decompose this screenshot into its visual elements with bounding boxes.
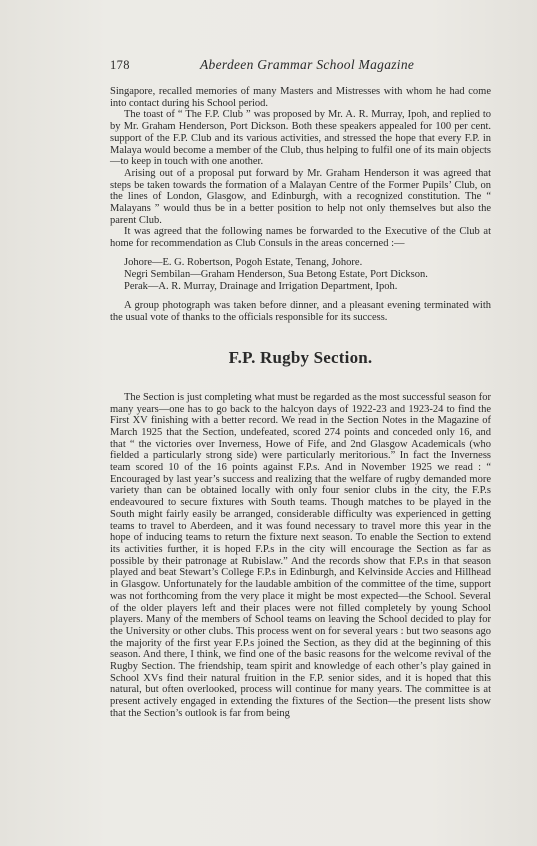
- page-number: 178: [110, 58, 130, 72]
- paragraph-malayan-centre: Arising out of a proposal put forward by Mr. Graham Henderson it was agreed that steps be taken towards the formation of a Malayan Centre of the Former Pupils’ Club, on the lines of London, Glasgow, and Edinburgh, with a recognized constitution. The “ Malayans ” would thus be in a better position to help not only themselves but also the parent Club.: [110, 167, 491, 226]
- consul-item-negri-sembilan: Negri Sembilan—Graham Henderson, Sua Betong Estate, Port Dickson.: [124, 269, 428, 281]
- consuls-list: [110, 257, 491, 294]
- paragraph-closing: A group photograph was taken before dinner, and a pleasant evening terminated with the usual vote of thanks to the officials responsible for its success.: [110, 300, 491, 324]
- page-header: [110, 57, 491, 77]
- paragraph-consuls-intro: It was agreed that the following names be forwarded to the Executive of the Club at home for recommendation as Club Consuls in the areas concerned :—: [110, 226, 491, 250]
- section-heading: F.P. Rugby Section.: [228, 347, 373, 367]
- paragraph-toast: The toast of “ The F.P. Club ” was proposed by Mr. A. R. Murray, Ipoh, and replied to by Mr. Graham Henderson, Port Dickson. Both these speakers appealed for 100 per cent. support of the F.P. Club and its various activities, and stressed the hope that every F.P. in Malaya would become a member of the Club, thus helping to fulfil one of its main objects—to keep in touch with one another.: [110, 109, 491, 168]
- consul-item-johore: Johore—E. G. Robertson, Pogoh Estate, Tenang, Johore.: [124, 256, 363, 268]
- paragraph-continuation: Singapore, recalled memories of many Masters and Mistresses with whom he had come into contact during his School period.: [110, 86, 491, 109]
- consul-item-perak: Perak—A. R. Murray, Drainage and Irrigation Department, Ipoh.: [124, 281, 398, 293]
- running-title: Aberdeen Grammar School Magazine: [200, 57, 415, 72]
- page-body: [110, 86, 491, 720]
- paragraph-rugby: The Section is just completing what must be regarded as the most successful season for many years—one has to go back to the halcyon days of 1922-23 and 1923-24 to find the First XV finishing with a better record. We read in the Section Notes in the Magazine of March 1925 that the Section, undefeated, scored 274 points and conceded only 16, and that “ the victories over Inverness, Howe of Fife, and 2nd Glasgow Academicals (who fielded a particularly strong side) were particularly meritorious.” In fact the Inverness team scored 10 of the 16 points against F.P.s. And in November 1925 we read : “ Encouraged by last year’s success and realizing that the welfare of rugby demanded more variety than can be obtained locally with only four senior clubs in the city, the F.P.s endeavoured to secure fixtures with South teams. Though matches to be played in the South might fairly easily be arranged, considerable difficulty was experienced in getting teams to travel to Aberdeen, and it was found necessary to travel more this year in the hope of inducing teams to return the fixture next season. To enable the Section to extend its activities further, it is hoped F.P.s in the city will encourage the Section as far as possible by their patronage at Rubislaw.” And the records show that F.P.s in that season played and beat Stewart’s College F.P.s in Edinburgh, and Kelvinside Accies and Hillhead in Glasgow. Unfortunately for the laudable ambition of the committee of the time, support was not forthcoming from the very place it might be most expected—the School. Several of the older players left and their places were not filled completely by young School players. Many of the members of School teams on leaving the School decided to play for the University or other clubs. This process went on for several years : but two seasons ago the majority of the first year F.P.s joined the Section, as they did at the beginning of this season. And there, I think, we find one of the basic reasons for the welcome revival of the Rugby Section. The friendship, team spirit and knowledge of each other’s play gained in School XVs find their natural fruition in the F.P. senior sides, and it is hoped that this natural, but often overlooked, process will continue for many years. The committee is at present actively engaged in extending the fixtures of the Section—the present lists show that the Section’s outlook is far from being: [110, 391, 491, 719]
